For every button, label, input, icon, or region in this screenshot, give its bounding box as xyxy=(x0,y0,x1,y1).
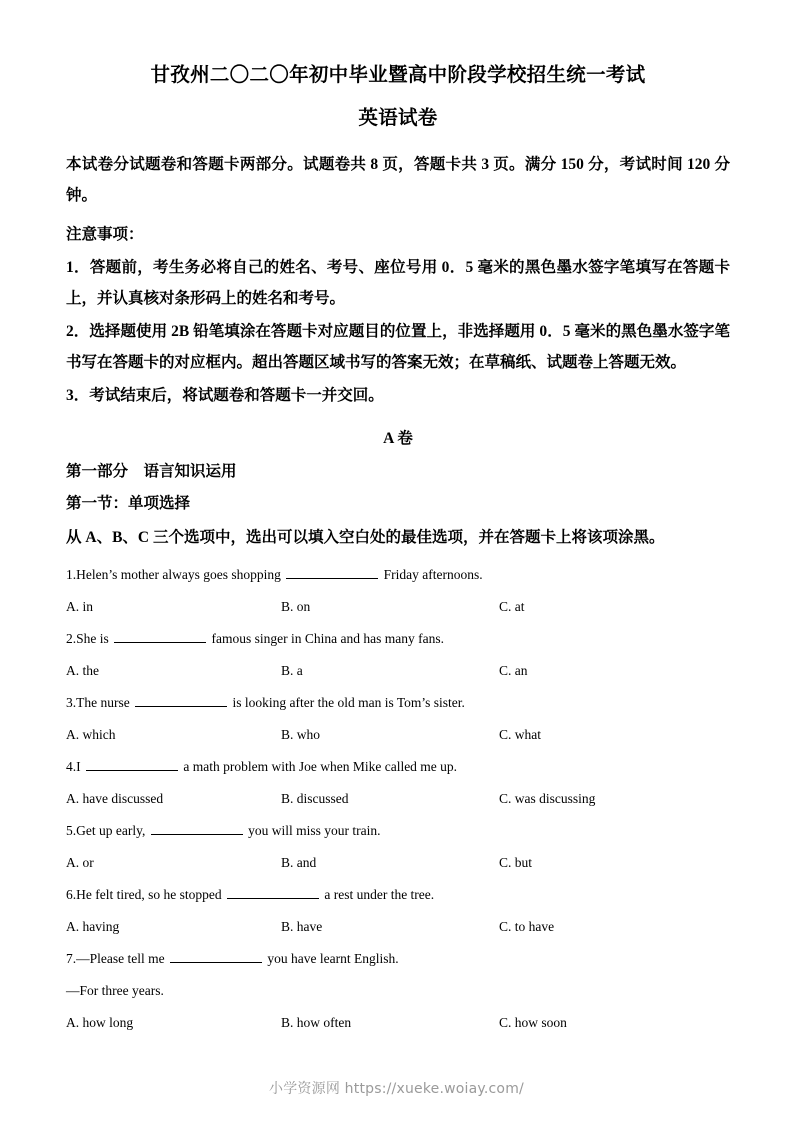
question-stem xyxy=(66,757,730,777)
question-stem xyxy=(66,629,730,649)
question-stem-after: you have learnt English. xyxy=(263,950,399,966)
option-a[interactable]: A. or xyxy=(66,854,94,870)
question-options xyxy=(66,1013,730,1033)
question-stem-after: Friday afternoons. xyxy=(380,566,483,582)
question-stem-extra: —For three years. xyxy=(66,982,164,998)
question-block xyxy=(66,821,730,873)
notice-item-1: 1．答题前，考生务必将自己的姓名、考号、座位号用 0．5 毫米的黑色墨水签字笔填写在答题卡上，并认真核对条形码上的姓名和考号。 xyxy=(66,258,730,307)
question-stem-before: He felt tired, so he stopped xyxy=(76,886,225,902)
question-stem xyxy=(66,693,730,713)
question-options xyxy=(66,597,730,617)
question-options xyxy=(66,789,730,809)
question-block xyxy=(66,885,730,937)
option-b[interactable]: B. and xyxy=(281,854,317,870)
section-mark-a: A 卷 xyxy=(383,429,413,447)
page-content xyxy=(66,0,730,1043)
option-a[interactable]: A. have discussed xyxy=(66,790,164,806)
answer-blank[interactable] xyxy=(114,629,206,643)
answer-blank[interactable] xyxy=(86,757,178,771)
notice-item-2: 2．选择题使用 2B 铅笔填涂在答题卡对应题目的位置上，非选择题用 0．5 毫米的黑色墨水签字笔书写在答题卡的对应框内。超出答题区域书写的答案无效；在草稿纸、试题卷上答题无效。 xyxy=(66,322,730,371)
question-number: 3. xyxy=(66,694,77,710)
option-c[interactable]: C. an xyxy=(499,662,528,678)
question-number: 1. xyxy=(66,566,77,582)
question-number: 5. xyxy=(66,822,77,838)
option-a[interactable]: A. the xyxy=(66,662,99,678)
question-stem-before: Get up early, xyxy=(76,822,149,838)
question-stem-before: —Please tell me xyxy=(76,950,168,966)
question-stem-before: The nurse xyxy=(76,694,134,710)
part-heading: 第一部分 语言知识运用 xyxy=(66,462,237,480)
answer-blank[interactable] xyxy=(286,565,378,579)
option-c[interactable]: C. at xyxy=(499,598,525,614)
footer-watermark: 小学资源网 https://xueke.woiay.com/ xyxy=(269,1081,524,1097)
question-number: 7. xyxy=(66,950,77,966)
question-options xyxy=(66,853,730,873)
answer-blank[interactable] xyxy=(135,693,227,707)
notice-label: 注意事项： xyxy=(66,225,144,243)
question-stem-before: I xyxy=(76,758,84,774)
question-stem xyxy=(66,885,730,905)
question-block xyxy=(66,949,730,1033)
question-block xyxy=(66,565,730,617)
question-number: 6. xyxy=(66,886,77,902)
question-stem xyxy=(66,565,730,585)
sub-section-heading: 第一节：单项选择 xyxy=(66,494,191,512)
option-c[interactable]: C. how soon xyxy=(499,1014,567,1030)
option-b[interactable]: B. on xyxy=(281,598,311,614)
option-c[interactable]: C. but xyxy=(499,854,533,870)
answer-blank[interactable] xyxy=(151,821,243,835)
question-block xyxy=(66,757,730,809)
answer-blank[interactable] xyxy=(170,949,262,963)
question-stem-after: famous singer in China and has many fans. xyxy=(208,630,444,646)
question-options xyxy=(66,661,730,681)
question-stem xyxy=(66,949,730,969)
question-stem-after: a rest under the tree. xyxy=(320,886,435,902)
intro-paragraph: 本试卷分试题卷和答题卡两部分。试题卷共 8 页，答题卡共 3 页。满分 150 分，考试时间 120 分钟。 xyxy=(66,155,730,204)
question-stem-before: She is xyxy=(76,630,113,646)
option-b[interactable]: B. a xyxy=(281,662,303,678)
question-stem-after: is looking after the old man is Tom’s sister. xyxy=(229,694,465,710)
direction-text: 从 A、B、C 三个选项中，选出可以填入空白处的最佳选项，并在答题卡上将该项涂黑。 xyxy=(66,528,665,546)
option-b[interactable]: B. who xyxy=(281,726,321,742)
question-options xyxy=(66,725,730,745)
question-number: 4. xyxy=(66,758,77,774)
answer-blank[interactable] xyxy=(227,885,319,899)
option-c[interactable]: C. to have xyxy=(499,918,555,934)
question-number: 2. xyxy=(66,630,77,646)
question-stem-after: a math problem with Joe when Mike called me up. xyxy=(180,758,458,774)
option-c[interactable]: C. was discussing xyxy=(499,790,596,806)
option-a[interactable]: A. which xyxy=(66,726,116,742)
question-stem-before: Helen’s mother always goes shopping xyxy=(76,566,285,582)
option-b[interactable]: B. discussed xyxy=(281,790,349,806)
question-block xyxy=(66,693,730,745)
question-options xyxy=(66,917,730,937)
question-stem-after: you will miss your train. xyxy=(244,822,381,838)
option-c[interactable]: C. what xyxy=(499,726,541,742)
question-block xyxy=(66,629,730,681)
option-a[interactable]: A. in xyxy=(66,598,93,614)
page-subtitle: 英语试卷 xyxy=(358,108,438,130)
option-b[interactable]: B. have xyxy=(281,918,323,934)
question-stem xyxy=(66,821,730,841)
page-title: 甘孜州二〇二〇年初中毕业暨高中阶段学校招生统一考试 xyxy=(150,65,646,86)
notice-item-3: 3．考试结束后，将试题卷和答题卡一并交回。 xyxy=(66,386,384,404)
option-a[interactable]: A. having xyxy=(66,918,120,934)
option-a[interactable]: A. how long xyxy=(66,1014,134,1030)
option-b[interactable]: B. how often xyxy=(281,1014,352,1030)
